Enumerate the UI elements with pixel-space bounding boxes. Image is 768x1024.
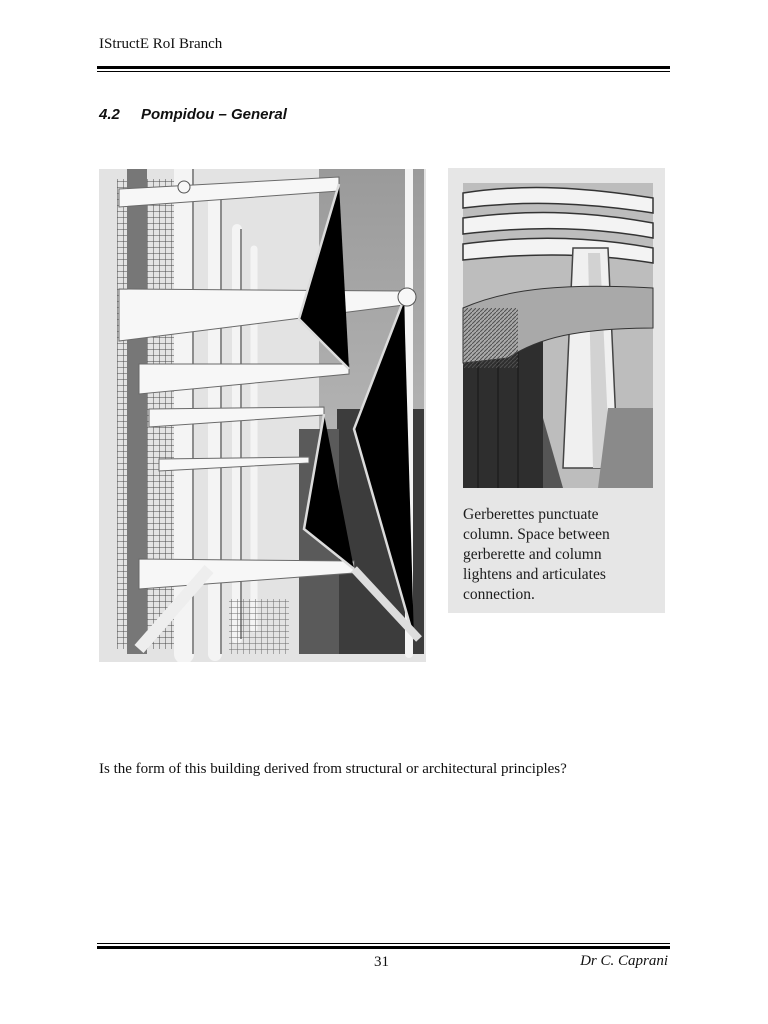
section-heading <box>99 106 287 123</box>
section-title: Pompidou – General <box>141 106 287 123</box>
author-name: Dr C. Caprani <box>580 953 668 969</box>
discussion-question: Is the form of this building derived from structural or architectural principles? <box>99 761 567 777</box>
section-number: 4.2 <box>99 106 120 123</box>
running-header: IStructE RoI Branch <box>99 36 223 52</box>
figure-caption: Gerberettes punctuate column. Space between gerberette and column lightens and articulates connection. <box>463 506 610 603</box>
header-rule <box>97 66 670 69</box>
footer-rule-thin <box>97 943 670 944</box>
footer-rule <box>97 946 670 949</box>
pompidou-exterior-photo <box>99 169 426 662</box>
page-number: 31 <box>374 954 389 970</box>
header-rule-thin <box>97 71 670 72</box>
